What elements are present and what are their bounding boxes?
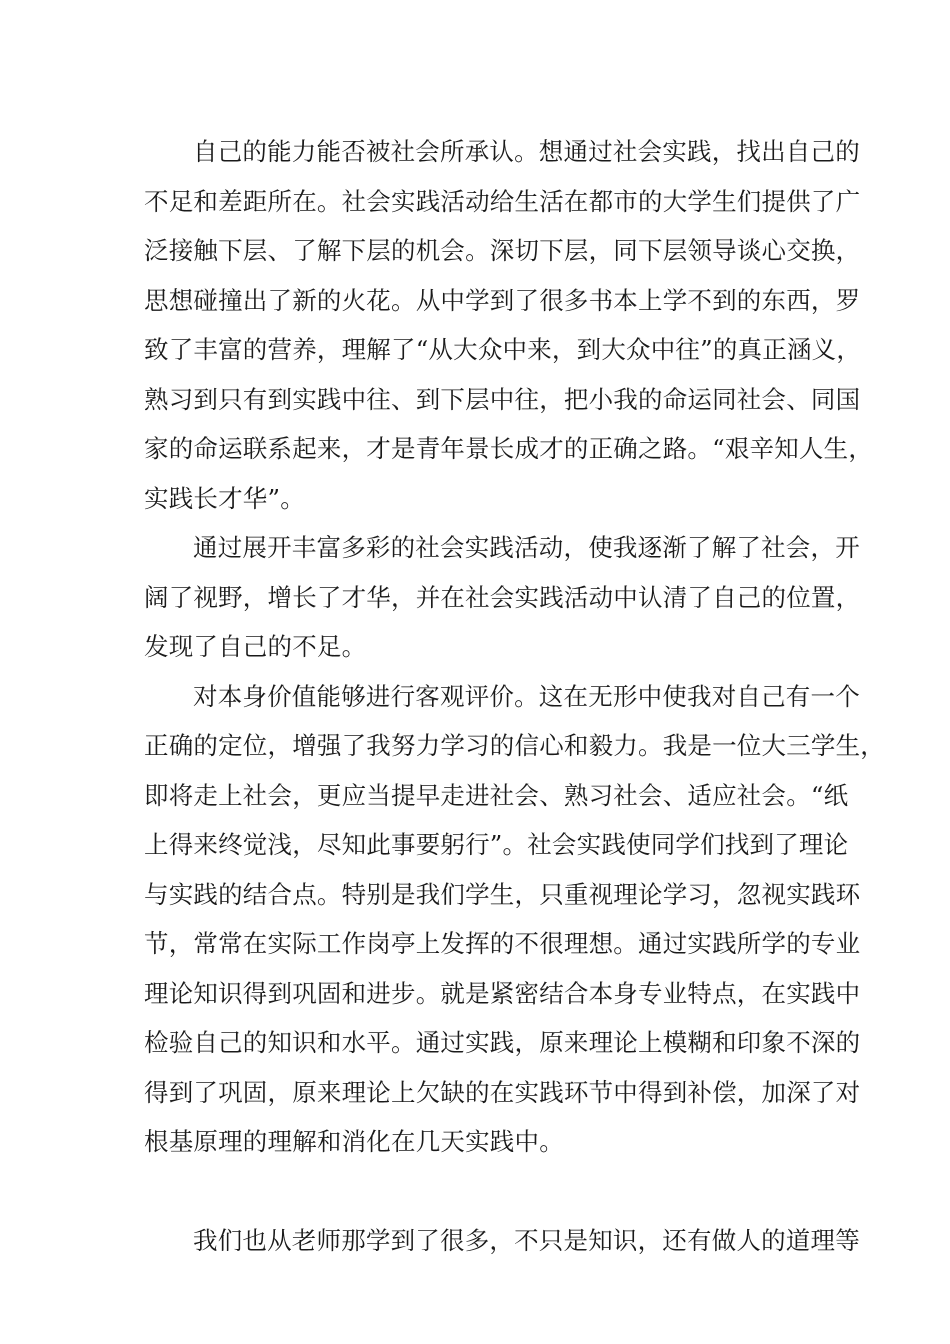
text-line: 致了丰富的营养，理解了“从大众中来，到大众中往”的真正涵义， <box>144 335 862 364</box>
text-line: 家的命运联系起来，才是青年景长成才的正确之路。“艰辛知人生， <box>144 434 874 463</box>
text-line: 熟习到只有到实践中往、到下层中往，把小我的命运同社会、同国 <box>144 384 861 414</box>
text-line: 泛接触下层、了解下层的机会。深切下层，同下层领导谈心交换， <box>144 236 861 265</box>
text-line: 根基原理的理解和消化在几天实践中。 <box>144 1127 564 1156</box>
text-line: 不足和差距所在。社会实践活动给生活在都市的大学生们提供了广 <box>144 186 861 216</box>
text-line: 通过展开丰富多彩的社会实践活动，使我逐渐了解了社会，开 <box>193 533 860 562</box>
text-line: 节，常常在实际工作岗亭上发挥的不很理想。通过实践所学的专业 <box>144 929 861 958</box>
text-line: 理论知识得到巩固和进步。就是紧密结合本身专业特点，在实践中 <box>144 978 861 1008</box>
text-line: 实践长才华”。 <box>144 483 305 513</box>
text-line: 思想碰撞出了新的火花。从中学到了很多书本上学不到的东西，罗 <box>144 285 861 315</box>
paragraph <box>144 1216 860 1266</box>
text-line: 对本身价值能够进行客观评价。这在无形中使我对自己有一个 <box>193 681 860 711</box>
text-line: 自己的能力能否被社会所承认。想通过社会实践，找出自己的 <box>193 137 860 166</box>
paragraph <box>144 127 874 523</box>
text-line: 与实践的结合点。特别是我们学生，只重视理论学习，忽视实践环 <box>144 879 861 909</box>
text-line: 我们也从老师那学到了很多，不只是知识，还有做人的道理等 <box>193 1226 860 1255</box>
text-line: 阔了视野，增长了才华，并在社会实践活动中认清了自己的位置， <box>144 582 861 612</box>
text-line: 得到了巩固，原来理论上欠缺的在实践环节中得到补偿，加深了对 <box>144 1077 861 1107</box>
text-line <box>144 1167 834 1217</box>
text-line: 正确的定位，增强了我努力学习的信心和毅力。我是一位大三学生， <box>144 731 885 760</box>
document-body <box>144 127 885 1266</box>
text-line: 上得来终觉浅，尽知此事要躬行”。社会实践使同学们找到了理论 <box>144 830 849 859</box>
text-line: 即将走上社会，更应当提早走进社会、熟习社会、适应社会。“纸 <box>144 780 849 810</box>
text-line: 发现了自己的不足。 <box>144 632 367 661</box>
text-line: 检验自己的知识和水平。通过实践，原来理论上模糊和印象不深的 <box>144 1028 861 1057</box>
paragraph <box>144 523 861 672</box>
paragraph <box>144 672 885 1217</box>
